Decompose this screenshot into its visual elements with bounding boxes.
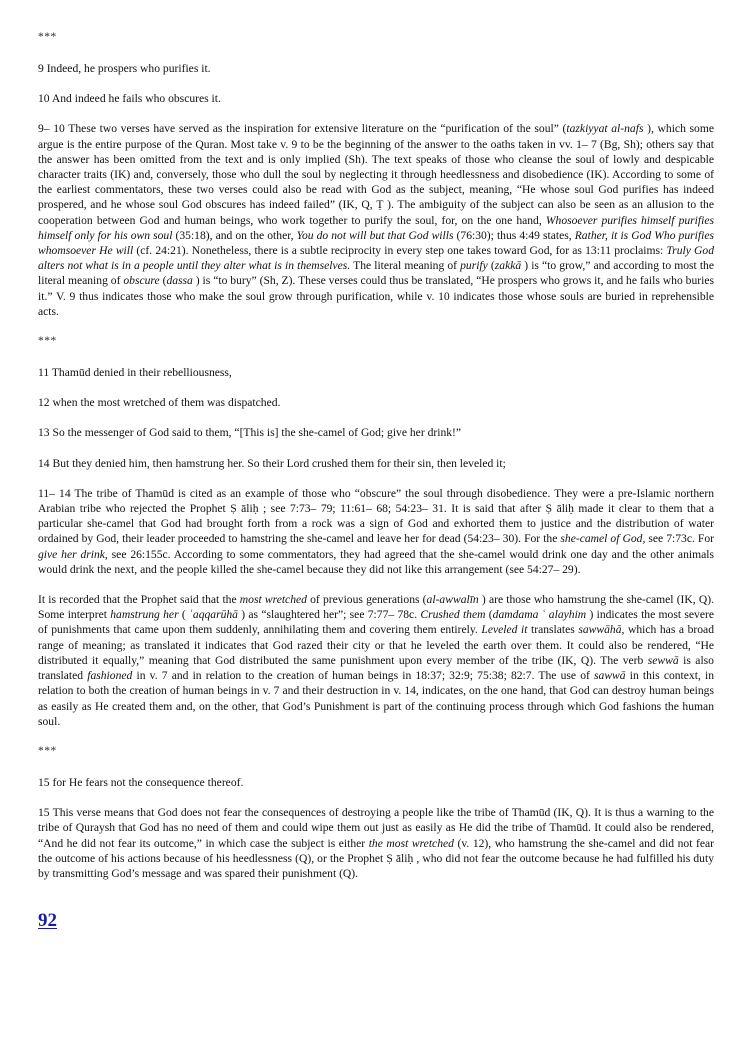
emphasized-text: she-camel of God, <box>560 532 646 546</box>
emphasized-text: Truly God alters not what is in a people until they alter what is in themselves. <box>38 244 715 273</box>
emphasized-text: sawwāhā, <box>578 623 625 637</box>
verse-line-11: 11 Thamūd denied in their rebelliousness, <box>38 366 232 380</box>
emphasized-text: al-awwalīn <box>426 593 479 607</box>
emphasized-text: purify <box>460 259 488 273</box>
section-separator-1: *** <box>38 31 57 43</box>
verse-line-14: 14 But they denied him, then hamstrung her. So their Lord crushed them for their sin, then leveled it; <box>38 456 506 470</box>
commentary-paragraph-15: 15 This verse means that God does not fear the consequences of destroying a people like the tribe of Thamūd (IK, Q). It is thus a warning to the tribe of Quraysh that God has no need of them and could wipe them out just as easily as He did the tribe of Thamūd. It could also be rendered, “And he did not fear its outcome,” in which case the subject is either the most wretched (v. 12), who hamstrung the she-camel and did not fear the outcome of his actions because of his heedlessness (Q), or the Prophet Ṣ āliḥ , who did not fear the outcome because he had fulfilled his duty by transmitting God’s message and was spared their punishment (Q). <box>38 806 715 880</box>
emphasized-text: sewwā <box>647 653 679 667</box>
emphasized-text: fashioned <box>87 669 133 683</box>
emphasized-text: You do not will but that God wills <box>296 228 454 242</box>
emphasized-text: damdama ʿ alayhim <box>492 608 587 622</box>
emphasized-text: the most wretched <box>368 836 454 850</box>
emphasized-text: Crushed them <box>420 608 486 622</box>
emphasized-text: Whosoever purifies himself purifies himself only for his own soul <box>38 213 714 242</box>
section-separator-3: *** <box>38 744 57 757</box>
verse-line-9: 9 Indeed, he prospers who purifies it. <box>38 62 211 75</box>
page-content <box>38 30 714 932</box>
verse-line-10: 10 And indeed he fails who obscures it. <box>38 92 221 106</box>
emphasized-text: dassa <box>166 274 193 288</box>
commentary-paragraph-11-14: 11– 14 The tribe of Thamūd is cited as an example of those who “obscure” the soul through disobedience. They were a pre-Islamic northern Arabian tribe who rejected the Prophet Ṣ āliḥ ; see 7:73– 79; 11:61– 68; 54:23– 31. It is said that after Ṣ āliḥ made it clear to them that a particular she-camel that God had brought forth from a rock was a sign of God and exhorted them to justice and the distribution of water ordained by God, their leader proceeded to hamstring the she-camel and leave her for dead (54:23– 30). For the she-camel of God, see 7:73c. For give her drink, see 26:155c. According to some commentators, they had agreed that the she-camel would drink one day and the other animals would drink the next, and the people killed the she-camel because they did not like this arrangement (see 54:27– 29). <box>38 486 715 576</box>
emphasized-text: most wretched <box>239 593 307 607</box>
emphasized-text: obscure <box>123 274 160 288</box>
commentary-paragraph-9-10: 9– 10 These two verses have served as the inspiration for extensive literature on the “purification of the soul” (tazkiyyat al-nafs ), which some argue is the entire purpose of the Quran. Most take v. 9 to be the beginning of the answer to the oaths taken in vv. 1– 7 (Bg, Sh); others say that the answer has been omitted from the text and is only implied (Sh). The text speaks of those who cleanse the soul of lowly and despicable character traits (IK) and, conversely, those who dull the soul by neglecting it through heedlessness and disobedience (IK). According to some of the earliest commentators, these two verses could also be read with God as the subject, meaning, “He whose soul God purifies has indeed prospered, and he whose soul God obscures has indeed failed” (IK, Q, Ṭ ). The ambiguity of the subject can also be seen as an allusion to the cooperation between God and human beings, who work together to purify the soul, for, on the one hand, Whosoever purifies himself purifies himself only for his own soul (35:18), and on the other, You do not will but that God wills (76:30); thus 4:49 states, Rather, it is God Who purifies whomsoever He will (cf. 24:21). Nonetheless, there is a subtle reciprocity in every step one takes toward God, for as 13:11 proclaims: Truly God alters not what is in a people until they alter what is in themselves. The literal meaning of purify (zakkā ) is “to grow,” and according to most the literal meaning of obscure (dassa ) is “to bury” (Sh, Z). These verses could thus be translated, “He prospers who grows it, and he fails who buries it.” V. 9 thus indicates those who make the soul grow through purification, while v. 10 indicates those whose souls are buried in reprehensible acts. <box>38 122 715 318</box>
emphasized-text: ʿaqqarūhā <box>189 608 238 622</box>
verse-line-15: 15 for He fears not the consequence thereof. <box>38 775 244 789</box>
verse-line-13: 13 So the messenger of God said to them, “[This is] the she-camel of God; give her drink!” <box>38 426 462 440</box>
emphasized-text: Rather, it is God Who purifies whomsoever He will <box>38 228 714 258</box>
emphasized-text: hamstrung her <box>110 608 179 622</box>
commentary-paragraph-11-14-continued: It is recorded that the Prophet said that the most wretched of previous generations (al-awwalīn ) are those who hamstrung the she-camel (IK, Q). Some interpret hamstrung her ( ʿaqqarūhā ) as “slaughtered her”; see 7:77– 78c. Crushed them (damdama ʿ alayhim ) indicates the most severe of punishments that came upon them suddenly, annihilating them and covering them entirely. Leveled it translates sawwāhā, which has a broad range of meaning; as translated it indicates that God razed their city or that he leveled the earth over them. It could also be rendered, “He distributed it equally,” meaning that God distributed the same punishment upon every member of the tribe (IK, Q). The verb sewwā is also translated fashioned in v. 7 and in relation to the creation of human beings in 18:37; 32:9; 75:38; 82:7. The use of sawwā in this context, in relation to both the creation of human beings in v. 7 and their destruction in v. 14, indicates, on the one hand, that God can destroy human beings as easily as He created them and, on the other, that God’s Punishment is part of the continuing process through which God fashions the human soul. <box>38 593 715 728</box>
verse-line-12: 12 when the most wretched of them was dispatched. <box>38 396 281 410</box>
emphasized-text: sawwā <box>594 669 626 683</box>
page-number-link[interactable]: 92 <box>38 910 57 932</box>
section-separator-2: *** <box>38 335 57 348</box>
emphasized-text: tazkiyyat al-nafs <box>566 122 644 136</box>
emphasized-text: Leveled it <box>481 623 528 637</box>
emphasized-text: give her drink, <box>38 547 108 561</box>
emphasized-text: zakkā <box>494 259 522 273</box>
